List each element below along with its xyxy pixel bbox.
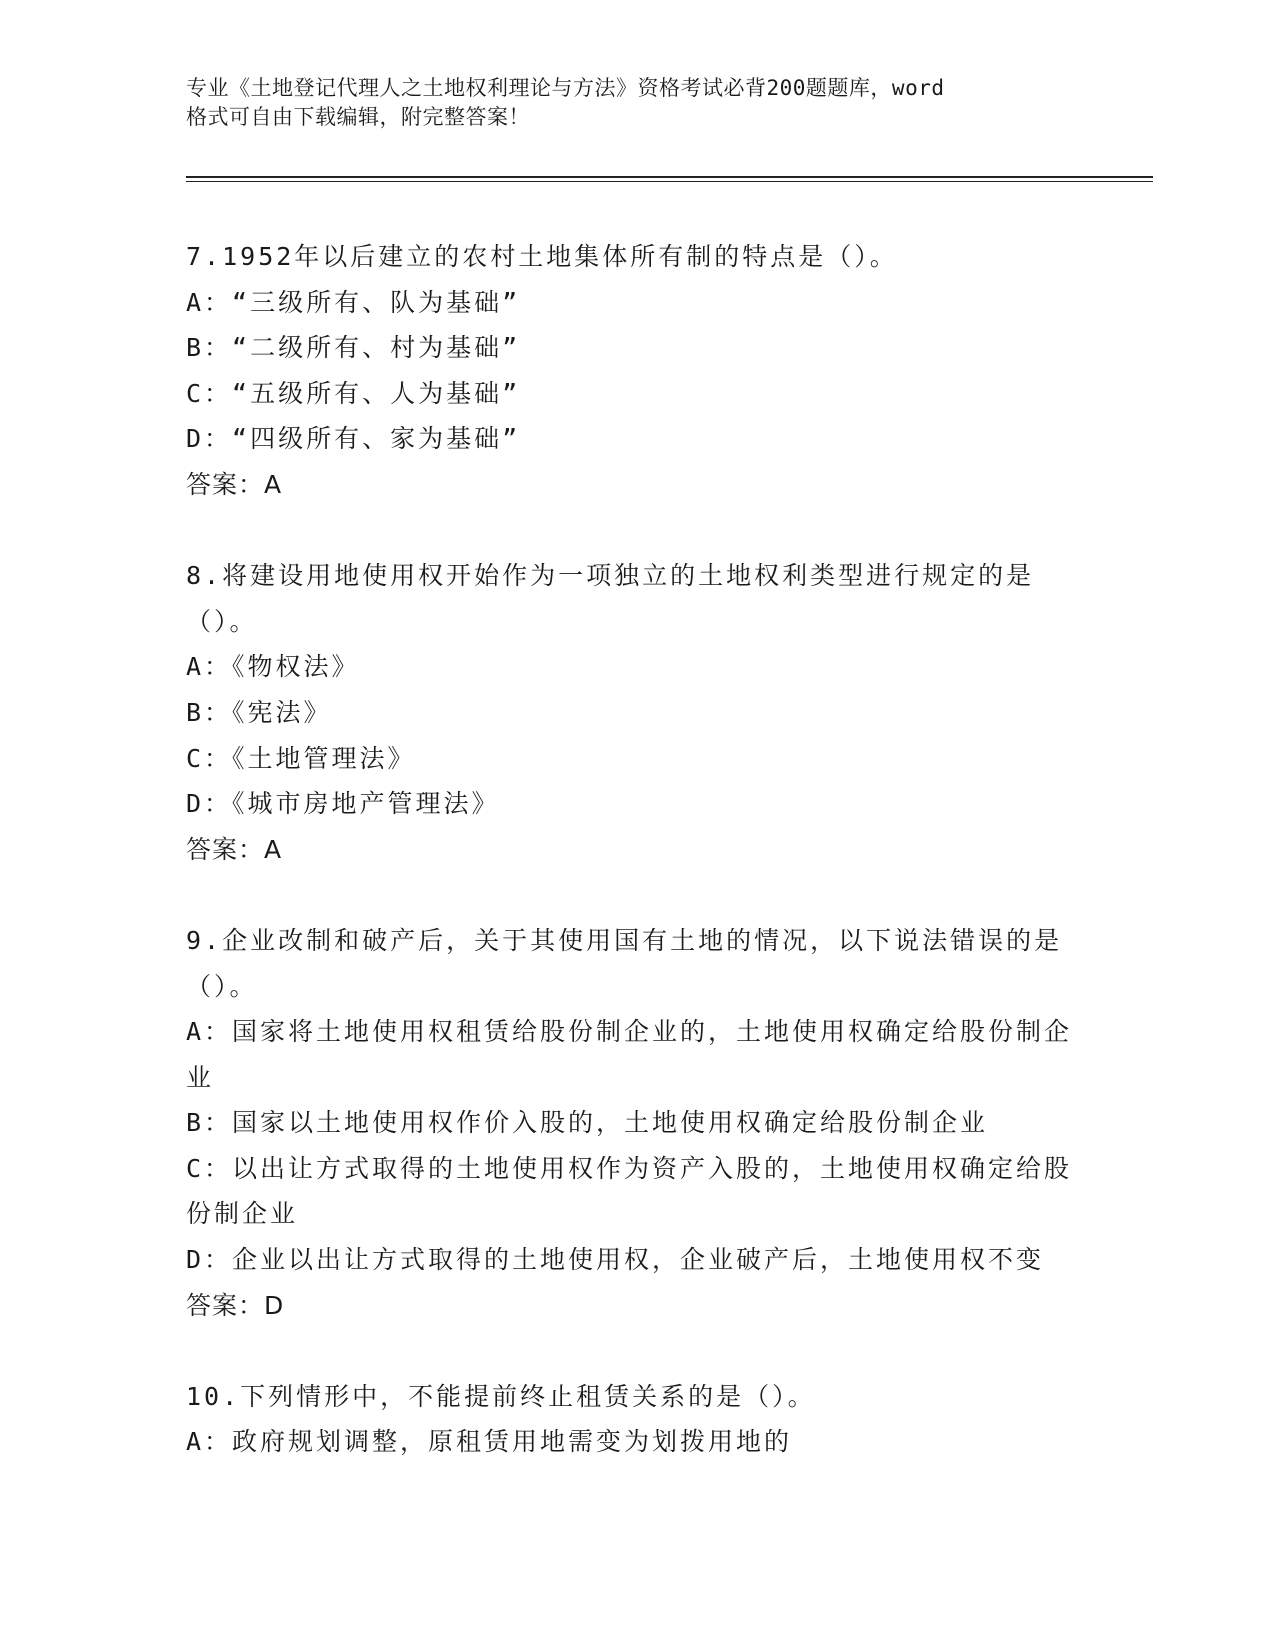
option-d: D：《城市房地产管理法》	[186, 789, 500, 819]
question-10	[186, 1374, 1086, 1465]
option-c: C：“五级所有、人为基础”	[186, 378, 521, 408]
header-divider-thin	[186, 181, 1153, 182]
document-header	[186, 74, 1066, 132]
question-8	[186, 553, 1086, 872]
option-b: B：“二级所有、村为基础”	[186, 333, 521, 363]
option-a: A：国家将土地使用权租赁给股份制企业的，土地使用权确定给股份制企业	[186, 1017, 1073, 1092]
question-7	[186, 234, 1086, 508]
question-text: 9.企业改制和破产后，关于其使用国有土地的情况，以下说法错误的是（）。	[186, 925, 1063, 1001]
option-c: C：以出让方式取得的土地使用权作为资产入股的，土地使用权确定给股份制企业	[186, 1153, 1073, 1229]
option-a: A：《物权法》	[186, 652, 360, 682]
question-list	[186, 234, 1086, 1511]
answer-label: 答案：	[186, 834, 265, 864]
answer-line	[186, 462, 1086, 508]
option-a: A：政府规划调整，原租赁用地需变为划拨用地的	[186, 1427, 793, 1457]
question-text: 7.1952年以后建立的农村土地集体所有制的特点是（）。	[186, 242, 898, 271]
answer-label: 答案：	[186, 1290, 265, 1320]
option-d: D：“四级所有、家为基础”	[186, 424, 521, 454]
option-b: B：《宪法》	[186, 697, 332, 727]
question-text: 8.将建设用地使用权开始作为一项独立的土地权利类型进行规定的是（）。	[186, 561, 1035, 636]
header-line-2: 格式可自由下载编辑，附完整答案！	[186, 105, 530, 129]
option-d: D：企业以出让方式取得的土地使用权，企业破产后，土地使用权不变	[186, 1245, 1045, 1275]
question-9	[186, 918, 1086, 1328]
answer-line	[186, 1283, 1086, 1329]
option-b: B：国家以土地使用权作价入股的，土地使用权确定给股份制企业	[186, 1108, 989, 1138]
answer-value: A	[264, 469, 283, 499]
answer-line	[186, 827, 1086, 873]
answer-label: 答案：	[186, 469, 265, 499]
header-divider-thick	[186, 176, 1153, 178]
header-line-1: 专业《土地登记代理人之土地权利理论与方法》资格考试必背200题题库，word	[186, 76, 945, 100]
answer-value: D	[264, 1290, 285, 1320]
answer-value: A	[264, 834, 283, 864]
question-text: 10.下列情形中，不能提前终止租赁关系的是（）。	[186, 1381, 816, 1411]
option-a: A：“三级所有、队为基础”	[186, 287, 521, 317]
option-c: C：《土地管理法》	[186, 743, 416, 773]
